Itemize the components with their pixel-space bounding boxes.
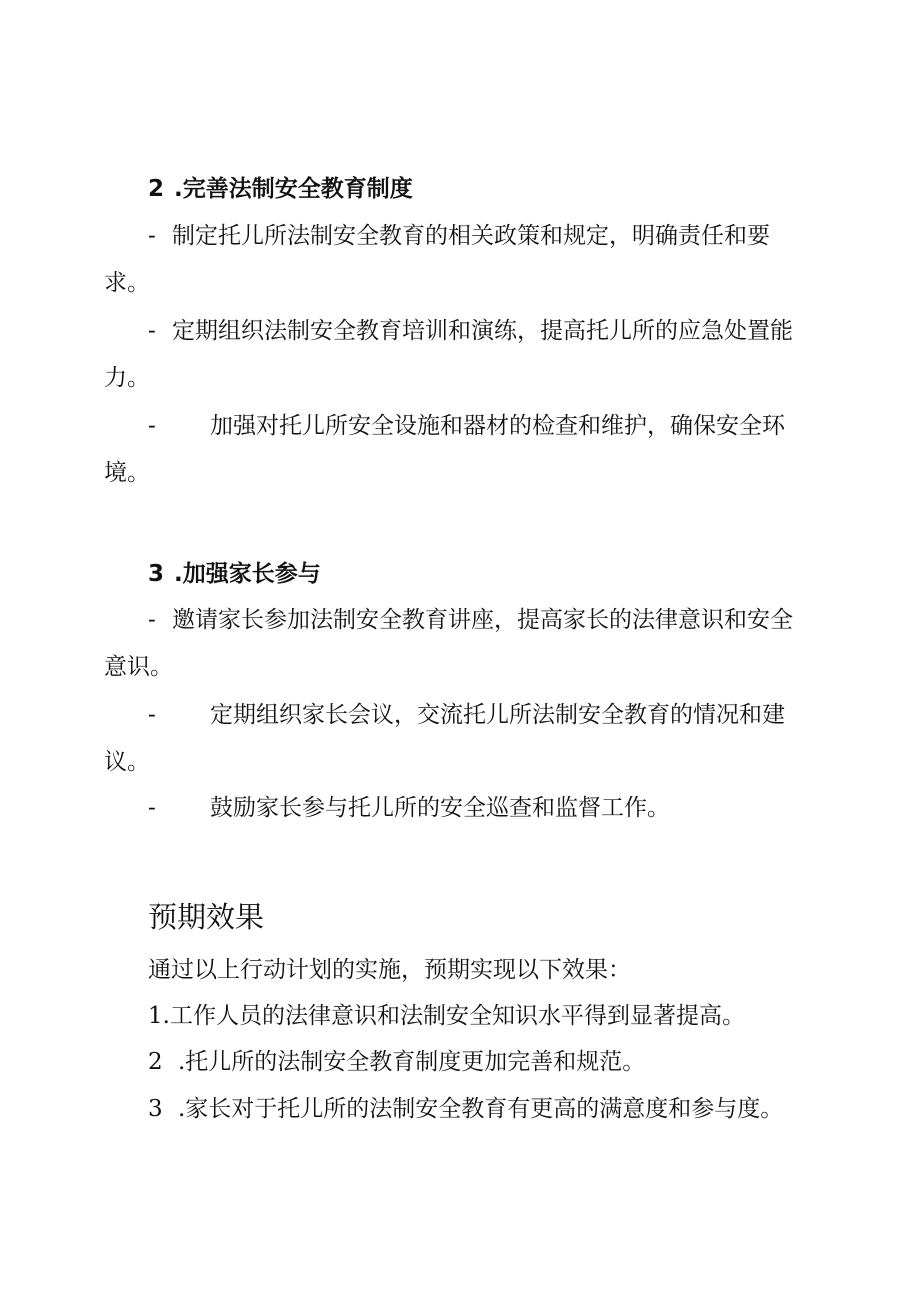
bullet-dash: - <box>148 702 156 728</box>
bullet-dash: - <box>148 223 156 249</box>
section-2-item-2 <box>104 308 804 402</box>
item-text-line1: 定期组织法制安全教育培训和演练，提高托儿所的应急处置能 <box>172 318 793 344</box>
section-2-title: .完善法制安全教育制度 <box>174 176 413 202</box>
section-3-heading <box>148 559 321 589</box>
expected-item-2 <box>148 1047 645 1077</box>
section-3-title: .加强家长参与 <box>174 561 321 587</box>
item-text-line2: 力。 <box>104 365 150 391</box>
item-text-line1: 制定托儿所法制安全教育的相关政策和规定，明确责任和要 <box>172 223 770 249</box>
bullet-dash: - <box>148 413 156 439</box>
section-3-number: 3 <box>148 561 165 587</box>
bullet-dash: - <box>148 607 156 633</box>
item-text-line1: 加强对托儿所安全设施和器材的检查和维护，确保安全环 <box>210 413 785 439</box>
item-text-line2: 议。 <box>104 749 150 775</box>
bullet-dash: - <box>148 318 156 344</box>
section-2-heading <box>148 174 413 204</box>
item-text-line1: 邀请家长参加法制安全教育讲座，提高家长的法律意识和安全 <box>172 607 793 633</box>
item-text-line1: 鼓励家长参与托儿所的安全巡查和监督工作。 <box>210 795 670 821</box>
section-2-item-3 <box>104 403 804 497</box>
section-3-item-3 <box>104 785 804 832</box>
item-text-line2: 意识。 <box>104 654 173 680</box>
section-2-number: 2 <box>148 176 165 202</box>
item-text-line2: 求。 <box>104 270 150 296</box>
item-text-line1: 定期组织家长会议，交流托儿所法制安全教育的情况和建 <box>210 702 785 728</box>
expected-item-text: 工作人员的法律意识和法制安全知识水平得到显著提高。 <box>169 1003 745 1029</box>
expected-item-number: 3 <box>148 1096 163 1122</box>
section-3-item-1 <box>104 597 804 691</box>
expected-item-3 <box>148 1094 783 1124</box>
expected-item-number: 2 <box>148 1049 163 1075</box>
bullet-dash: - <box>148 795 156 821</box>
expected-effects-title: 预期效果 <box>148 900 265 934</box>
expected-item-text: .托儿所的法制安全教育制度更加完善和规范。 <box>178 1049 646 1075</box>
section-3-item-2 <box>104 692 804 786</box>
expected-item-1 <box>148 1001 745 1031</box>
item-text-line2: 境。 <box>104 460 150 486</box>
expected-item-number: 1. <box>148 1003 170 1029</box>
expected-item-text: .家长对于托儿所的法制安全教育有更高的满意度和参与度。 <box>178 1096 784 1122</box>
section-2-item-1 <box>104 213 804 307</box>
expected-intro: 通过以上行动计划的实施，预期实现以下效果： <box>148 957 631 983</box>
